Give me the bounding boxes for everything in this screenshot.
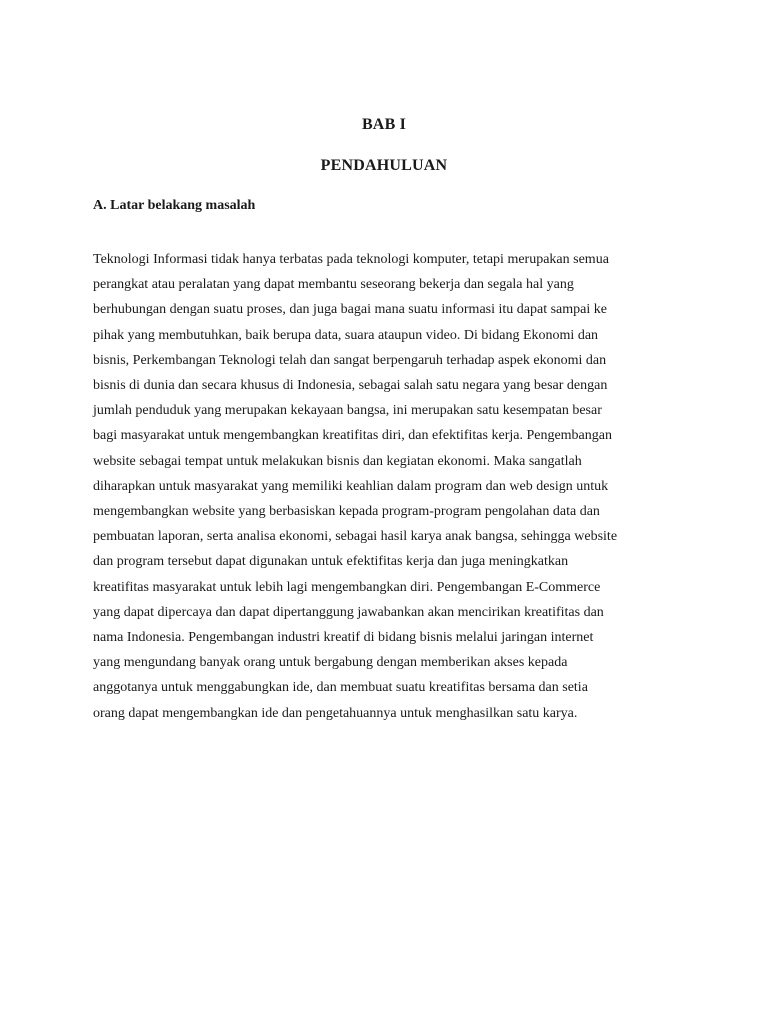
paragraph-line: berhubungan dengan suatu proses, dan juga bagai mana suatu informasi itu dapat sampai ke [93,302,607,318]
paragraph-line: yang mengundang banyak orang untuk bergabung dengan memberikan akses kepada [93,655,568,671]
paragraph-line: perangkat atau peralatan yang dapat membantu seseorang bekerja dan segala hal yang [93,277,574,293]
paragraph-line: website sebagai tempat untuk melakukan bisnis dan kegiatan ekonomi. Maka sangatlah [93,453,582,469]
paragraph-line: jumlah penduduk yang merupakan kekayaan bangsa, ini merupakan satu kesempatan besar [93,403,602,419]
paragraph-line: bisnis, Perkembangan Teknologi telah dan sangat berpengaruh terhadap aspek ekonomi dan [93,352,607,368]
paragraph-line: nama Indonesia. Pengembangan industri kreatif di bidang bisnis melalui jaringan internet [93,630,594,646]
paragraph-line: dan program tersebut dapat digunakan untuk efektifitas kerja dan juga meningkatkan [93,554,569,570]
paragraph-line: diharapkan untuk masyarakat yang memiliki keahlian dalam program dan web design untuk [93,478,609,494]
paragraph-line: orang dapat mengembangkan ide dan pengetahuannya untuk menghasilkan satu karya. [93,705,578,721]
paragraph-line: mengembangkan website yang berbasiskan kepada program-program pengolahan data dan [93,504,600,520]
paragraph-line: pihak yang membutuhkan, baik berupa data, suara ataupun video. Di bidang Ekonomi dan [93,327,599,343]
paragraph-line: anggotanya untuk menggabungkan ide, dan membuat suatu kreatifitas bersama dan setia [93,680,588,696]
paragraph-line: bisnis di dunia dan secara khusus di Indonesia, sebagai salah satu negara yang besar dengan [93,378,608,394]
chapter-number: BAB I [361,116,407,133]
body-paragraph [93,247,693,726]
paragraph-line: yang dapat dipercaya dan dapat dipertanggung jawabankan akan mencirikan kreatifitas dan [93,604,604,620]
paragraph-line: pembuatan laporan, serta analisa ekonomi, sebagai hasil karya anak bangsa, sehingga website [93,529,618,545]
paragraph-line: Teknologi Informasi tidak hanya terbatas pada teknologi komputer, tetapi merupakan semua [93,252,609,267]
chapter-title: PENDAHULUAN [320,157,448,174]
paragraph-line: bagi masyarakat untuk mengembangkan kreatifitas diri, dan efektifitas kerja. Pengembangan [93,428,612,444]
section-heading: A. Latar belakang masalah [93,198,256,213]
paragraph-line: kreatifitas masyarakat untuk lebih lagi mengembangkan diri. Pengembangan E-Commerce [93,579,601,595]
